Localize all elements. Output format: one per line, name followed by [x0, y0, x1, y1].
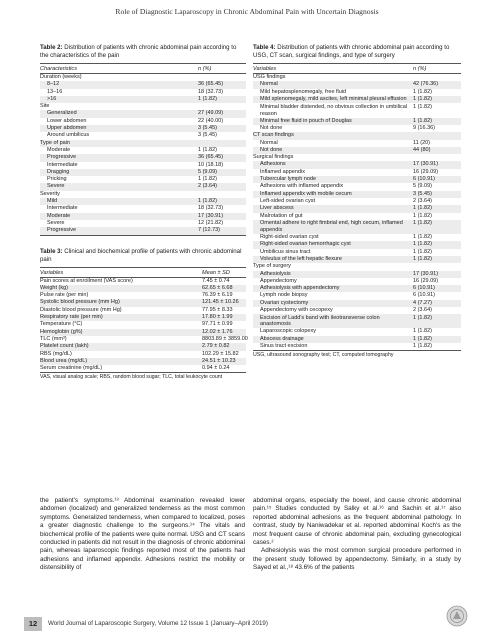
row-label: Severe	[47, 219, 65, 226]
row-label: Appendectomy with cecopexy	[260, 306, 333, 313]
table3-col2-header: Mean ± SD	[202, 269, 230, 276]
table-row	[253, 314, 461, 328]
row-label: Mild	[47, 198, 58, 205]
row-label: Serum creatinine (mg/dL)	[40, 365, 103, 372]
row-value: 97.71 ± 0.99	[202, 321, 233, 328]
row-value: 76.39 ± 6.19	[202, 292, 233, 299]
table-group-row	[253, 263, 461, 270]
row-label: Moderate	[47, 212, 71, 219]
table-row	[253, 198, 461, 205]
row-value: 24.51 ± 10.23	[202, 357, 236, 364]
row-value: 4 (7.27)	[413, 299, 432, 306]
row-label: Respiratory rate (per min)	[40, 314, 103, 321]
row-value: 1 (1.82)	[413, 88, 432, 95]
row-label: 13–16	[47, 88, 63, 95]
table-row	[253, 241, 461, 248]
row-label: Diastolic blood pressure (mm Hg)	[40, 306, 122, 313]
table-row	[40, 314, 246, 321]
row-label: Progressive	[47, 154, 77, 161]
row-value: 42 (76.36)	[413, 81, 439, 88]
table-row	[40, 292, 246, 299]
row-label: Abscess drainage	[260, 335, 304, 342]
table-row	[40, 278, 246, 285]
row-label: Normal	[260, 81, 278, 88]
row-label: Lower abdomen	[47, 117, 87, 124]
table4-caption-text: Distribution of patients with chronic abdominal pain according to USG, CT scan, surgical findings, and type of surgery	[253, 44, 450, 59]
row-value	[413, 263, 461, 270]
row-label: Liver abscess	[260, 205, 294, 212]
table-row	[253, 271, 461, 278]
table2-bottom-rule	[40, 235, 246, 236]
table4-col1-header: Variables	[253, 66, 277, 72]
row-label: Around umbilicus	[47, 132, 90, 139]
table-row	[253, 328, 461, 335]
row-label: Pain scores at enrollment (VAS score)	[40, 277, 133, 284]
table-row	[253, 249, 461, 256]
row-value: 22 (40.00)	[198, 117, 224, 124]
row-value: 5 (9.09)	[198, 168, 217, 175]
row-label: Malrotation of gut	[260, 212, 303, 219]
row-value: 1 (1.82)	[413, 314, 432, 321]
table-row	[40, 365, 246, 372]
row-label: Upper abdomen	[47, 125, 87, 132]
table-row	[40, 358, 246, 365]
table-row	[253, 220, 461, 234]
row-label: Pricking	[47, 176, 67, 183]
row-value: 18 (32.73)	[198, 88, 224, 95]
left-column	[40, 44, 246, 381]
row-label: Surgical findings	[253, 154, 294, 161]
table-row	[40, 299, 246, 306]
row-value: 7.45 ± 0.74	[202, 277, 230, 284]
row-label: Systolic blood pressure (mm Hg)	[40, 299, 120, 306]
row-label: Site	[40, 103, 50, 110]
table3-caption	[40, 248, 246, 264]
row-value: 11 (20)	[413, 139, 431, 146]
row-value	[413, 74, 461, 81]
table-row	[40, 198, 246, 205]
table-group-row	[253, 154, 461, 161]
row-value: 1 (1.82)	[198, 95, 217, 102]
table-row	[253, 307, 461, 314]
row-value: 16 (29.09)	[413, 168, 439, 175]
table2-body	[40, 74, 246, 235]
table2-header	[40, 63, 246, 74]
table-row	[253, 292, 461, 299]
row-label: Laparoscopic colopexy	[260, 328, 316, 335]
row-value: 2 (3.64)	[413, 306, 432, 313]
row-value: 1 (1.82)	[413, 117, 432, 124]
row-label: Hemoglobin (g%)	[40, 328, 83, 335]
table-group-row	[40, 140, 246, 147]
table-row	[40, 110, 246, 117]
row-label: CT scan findings	[253, 132, 294, 139]
table2-col2-header: n (%)	[198, 66, 212, 72]
row-label: Moderate	[47, 146, 71, 153]
row-label: 8–12	[47, 81, 60, 88]
row-value: 12.02 ± 1.76	[202, 328, 233, 335]
table3-caption-label: Table 3:	[40, 247, 63, 255]
table-row	[253, 191, 461, 198]
row-label: Temperature (°C)	[40, 321, 83, 328]
row-label: Generalized	[47, 110, 77, 117]
table2-caption-text: Distribution of patients with chronic abdominal pain according to the characteristics of the pain	[40, 44, 237, 59]
table-row	[253, 103, 461, 117]
row-value: 16 (29.09)	[413, 277, 439, 284]
table-row	[253, 169, 461, 176]
row-value	[198, 140, 246, 147]
table-row	[253, 81, 461, 88]
page-footer	[0, 617, 494, 631]
row-value: 10 (18.18)	[198, 161, 224, 168]
table-group-row	[40, 74, 246, 81]
table4-footnote: USG, ultrasound sonography test; CT, computed tomography	[253, 350, 461, 359]
table2-caption-label: Table 2:	[40, 44, 63, 51]
row-value: 1 (1.82)	[413, 241, 432, 248]
table-row	[40, 285, 246, 292]
table-row	[253, 343, 461, 350]
row-label: Appendectomy	[260, 277, 297, 284]
publisher-logo-icon	[446, 605, 468, 627]
row-value: 1 (1.82)	[413, 248, 432, 255]
row-value: 3 (5.45)	[413, 190, 432, 197]
row-value: 2 (3.64)	[413, 197, 432, 204]
row-value: 1 (1.82)	[413, 328, 432, 335]
table-row	[40, 183, 246, 190]
row-label: Adhesions	[260, 161, 286, 168]
row-label: Right-sided ovarian hemorrhagic cyst	[260, 241, 351, 248]
table-row	[40, 118, 246, 125]
table-row	[253, 140, 461, 147]
table3-col1-header: Variables	[40, 269, 64, 276]
row-value: 18 (32.73)	[198, 205, 224, 212]
row-label: Minimal bladder distended, no obvious collection in umbilical reason	[260, 103, 408, 117]
row-label: Type of surgery	[253, 263, 291, 270]
row-value: 1 (1.82)	[413, 335, 432, 342]
row-label: Right-sided ovarian cyst	[260, 234, 319, 241]
running-head: Role of Diagnostic Laparoscopy in Chronic Abdominal Pain with Uncertain Diagnosis	[115, 7, 379, 16]
table-row	[253, 96, 461, 104]
row-value: 5 (9.09)	[413, 183, 432, 190]
row-label: Type of pain	[40, 139, 70, 146]
row-label: Weight (kg)	[40, 284, 69, 291]
table-row	[40, 213, 246, 220]
row-value: 1 (1.82)	[413, 212, 432, 219]
row-value: 9 (16.36)	[413, 124, 436, 131]
row-value	[198, 74, 246, 81]
table-row	[253, 125, 461, 132]
table-row	[40, 147, 246, 154]
row-value: 1 (1.82)	[413, 103, 432, 110]
row-value	[413, 132, 461, 139]
journal-citation: World Journal of Laparoscopic Surgery, Volume 12 Issue 1 (January–April 2019)	[48, 620, 268, 627]
table-row	[253, 89, 461, 96]
table-row	[40, 96, 246, 103]
table-row	[40, 176, 246, 183]
table4-caption	[253, 44, 461, 60]
row-value: 1 (1.82)	[413, 96, 432, 103]
row-value: 8803.89 ± 3859.00	[202, 335, 248, 342]
table-row	[40, 162, 246, 169]
table-row	[40, 205, 246, 212]
row-label: Intermediate	[47, 161, 78, 168]
row-label: Normal	[260, 139, 278, 146]
table-row	[253, 256, 461, 263]
row-label: Pulse rate (per min)	[40, 292, 89, 299]
table-row	[40, 227, 246, 234]
row-value: 27 (49.09)	[198, 110, 224, 117]
table-row	[40, 343, 246, 350]
row-label: Left-sided ovarian cyst	[260, 197, 316, 204]
row-value: 6 (10.91)	[413, 176, 436, 183]
row-value	[413, 154, 461, 161]
table-row	[253, 118, 461, 125]
table-group-row	[253, 132, 461, 139]
row-label: Dragging	[47, 168, 70, 175]
row-label: Minimal free fluid in pouch of Douglas	[260, 117, 352, 124]
table-row	[40, 154, 246, 161]
row-label: Not done	[260, 146, 283, 153]
row-value: 62.65 ± 6.68	[202, 284, 233, 291]
row-value: 6 (10.91)	[413, 292, 436, 299]
row-label: Adhesiolysis with appendectomy	[260, 285, 340, 292]
table-group-row	[40, 103, 246, 110]
body-paragraph-2: Adhesiolysis was the most common surgical procedure performed in the present study followed by appendectomy. Similarly, in a study by Sayed et al.,¹⁸ 43.6% of the patients	[253, 547, 461, 572]
table-row	[253, 213, 461, 220]
row-value	[198, 191, 246, 198]
row-label: Not done	[260, 124, 283, 131]
row-value: 36 (65.45)	[198, 81, 224, 88]
row-label: Mild splenomegaly, mild ascites, left minimal pleural effusion	[260, 96, 407, 103]
table-row	[40, 351, 246, 358]
table-row	[253, 234, 461, 241]
row-value: 17 (30.91)	[413, 161, 439, 168]
row-label: Tubercular lymph node	[260, 176, 317, 183]
table3-body	[40, 278, 246, 373]
table-row	[40, 169, 246, 176]
row-value: 17.80 ± 1.99	[202, 314, 233, 321]
table-row	[40, 329, 246, 336]
row-label: Adhesions with inflamed appendix	[260, 183, 344, 190]
page-number: 12	[24, 617, 42, 631]
row-value: 44 (80)	[413, 146, 431, 153]
body-text-left: the patient's symptoms.¹³ Abdominal examination revealed lower abdomen (localized) and generalized tenderness as the most common symptoms. Generalized tenderness, when compared to localized, poses a greater diagnostic challenge to the surgeons.¹⁴ The vitals and biochemical profile of the patients were quite normal. USG and CT scans conducted in patients did not result in the diagnosis of chronic abdominal pain, whereas laparoscopic findings reported most of the patients had adhesions and inflamed appendix. Adhesions restrict the mobility or distensibility of	[40, 497, 245, 572]
row-value: 2 (3.64)	[198, 183, 217, 190]
row-value: 12 (21.82)	[198, 219, 224, 226]
table3-header	[40, 267, 246, 278]
row-label: Umbilicus sinus tract	[260, 248, 311, 255]
row-value: 2.79 ± 0.82	[202, 343, 230, 350]
row-value: 36 (65.45)	[198, 154, 224, 161]
row-label: Omental adhere to right fimbrial end, high cecum, inflamed appendix	[260, 220, 403, 233]
table-row	[253, 205, 461, 212]
table4-body	[253, 74, 461, 350]
row-label: Platelet count (lakh)	[40, 343, 89, 350]
table-group-row	[253, 74, 461, 81]
row-value: 102.29 ± 15.82	[202, 350, 239, 357]
row-value: 1 (1.82)	[413, 234, 432, 241]
row-value: 1 (1.82)	[198, 198, 217, 205]
table4-col2-header: n (%)	[413, 66, 427, 72]
row-value: 1 (1.82)	[413, 220, 432, 227]
row-value: 121.45 ± 10.26	[202, 299, 239, 306]
table-row	[253, 147, 461, 154]
row-value: 3 (5.45)	[198, 125, 217, 132]
row-label: Progressive	[47, 227, 77, 234]
table-row	[253, 336, 461, 343]
row-label: Sinus tract excision	[260, 343, 308, 350]
row-label: Severe	[47, 183, 65, 190]
table-row	[253, 278, 461, 285]
row-value: 77.95 ± 8.33	[202, 306, 233, 313]
table-row	[253, 183, 461, 190]
right-column	[253, 44, 461, 359]
row-label: TLC (mm³)	[40, 335, 67, 342]
row-label: Inflamed appendix	[260, 168, 305, 175]
row-label: RBS (mg/dL)	[40, 350, 72, 357]
row-label: Volvulus of the left hepatic flexure	[260, 255, 342, 262]
body-text-right	[253, 497, 461, 573]
row-value: 3 (5.45)	[198, 132, 217, 139]
table-row	[40, 307, 246, 314]
row-value: 1 (1.82)	[413, 205, 432, 212]
row-value: 1 (1.82)	[413, 255, 432, 262]
table-row	[40, 132, 246, 139]
table-row	[40, 336, 246, 343]
table-row	[40, 89, 246, 96]
body-paragraph-1: abdominal organs, especially the bowel, and cause chronic abdominal pain.¹⁵ Studies conducted by Salky et al.¹⁶ and Sachin et al.¹⁷ also reported abdominal adhesions as the frequent abdominal pathology. In contrast, study by Naniwadekar et al. reported abdominal Koch's as the most frequent cause of chronic abdominal pain, excluding gynecological cases.²	[253, 497, 461, 547]
table-row	[253, 285, 461, 292]
table4-caption-label: Table 4:	[253, 44, 276, 51]
row-value: 17 (30.91)	[198, 212, 224, 219]
table2-caption	[40, 44, 246, 60]
row-value: 17 (30.91)	[413, 270, 439, 277]
row-value: 1 (1.82)	[413, 343, 432, 350]
row-label: Adhesiolysis	[260, 270, 291, 277]
table3-footnote: VAS, visual analog scale; RBS, random blood sugar; TLC, total leukocyte count	[40, 372, 246, 381]
table-row	[40, 125, 246, 132]
table4-header	[253, 63, 461, 74]
table-row	[253, 300, 461, 307]
table-group-row	[40, 191, 246, 198]
row-label: Mild hepatosplenomegaly, free fluid	[260, 88, 347, 95]
table-row	[40, 220, 246, 227]
table-row	[253, 161, 461, 168]
row-label: Ovarian cystectomy	[260, 299, 309, 306]
row-value: 7 (12.73)	[198, 227, 221, 234]
row-label: USG findings	[253, 74, 286, 80]
row-label: Severity	[40, 190, 60, 197]
row-label: Intermediate	[47, 205, 78, 212]
row-value	[198, 103, 246, 110]
table-row	[40, 321, 246, 328]
row-label: Lymph node biopsy	[260, 292, 308, 299]
row-value: 6 (10.91)	[413, 285, 436, 292]
row-label: Excision of Ladd's band with ileotransverse colon anastomosis	[260, 314, 380, 328]
table-row	[40, 81, 246, 88]
table3-caption-text: Clinical and biochemical profile of patients with chronic abdominal pain	[40, 247, 242, 263]
row-label: >16	[47, 95, 57, 102]
row-value: 1 (1.82)	[198, 146, 217, 153]
row-value: 1 (1.82)	[198, 176, 217, 183]
table3	[40, 248, 246, 382]
row-label: Duration (weeks)	[40, 74, 82, 80]
table2-col1-header: Characteristics	[40, 66, 77, 72]
table-row	[253, 176, 461, 183]
row-label: Inflamed appendix with mobile cecum	[260, 190, 352, 197]
row-value: 0.94 ± 0.24	[202, 365, 230, 372]
row-label: Blood urea (mg/dL)	[40, 357, 88, 364]
